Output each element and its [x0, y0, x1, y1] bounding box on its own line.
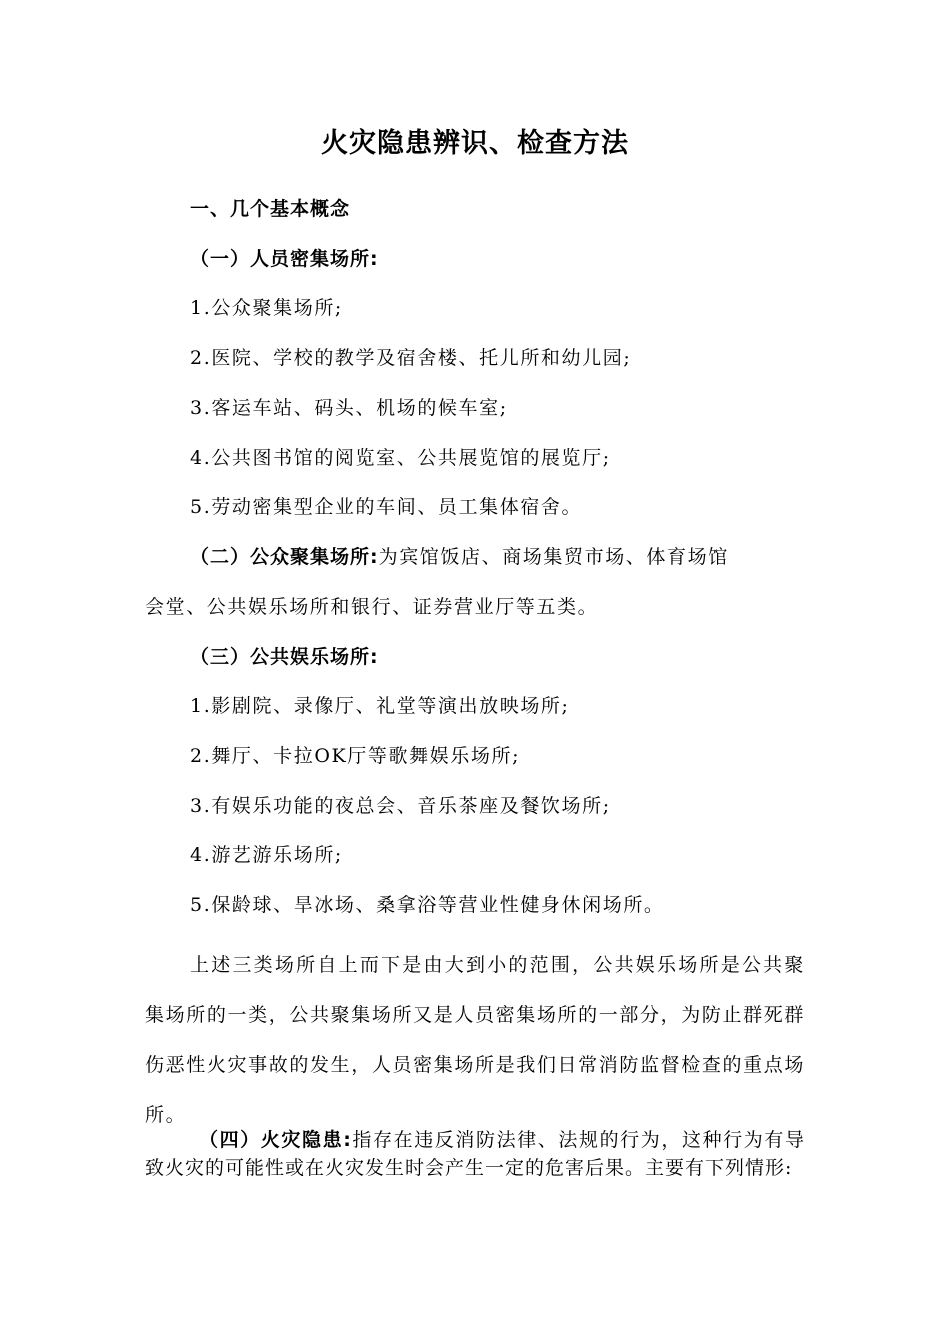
list-item: 3.客运车站、码头、机场的候车室;	[190, 397, 508, 419]
list-item: 2.医院、学校的教学及宿舍楼、托儿所和幼儿园;	[190, 347, 632, 369]
subsection-heading-crowded: （一）人员密集场所:	[190, 248, 379, 270]
subsection-heading-hazard: （四）火灾隐患:	[199, 1129, 352, 1151]
section-heading: 一、几个基本概念	[190, 198, 351, 220]
hazard-paragraph	[145, 1126, 805, 1182]
list-item: 3.有娱乐功能的夜总会、音乐茶座及餐饮场所;	[190, 795, 611, 817]
public-gathering-text-continued: 会堂、公共娱乐场所和银行、证券营业厅等五类。	[145, 596, 599, 618]
list-item: 5.保龄球、旱冰场、桑拿浴等营业性健身休闲场所。	[190, 894, 665, 916]
public-gathering-text: 为宾馆饭店、商场集贸市场、体育场馆	[378, 546, 729, 568]
document-title: 火灾隐患辨识、检查方法	[321, 128, 629, 159]
summary-paragraph: 上述三类场所自上而下是由大到小的范围，公共娱乐场所是公共聚集场所的一类，公共聚集场所又是人员密集场所的一部分，为防止群死群伤恶性火灾事故的发生，人员密集场所是我们日常消防监督检查的重点场所。	[145, 954, 805, 1126]
list-item: 4.游艺游乐场所;	[190, 844, 343, 866]
public-gathering-paragraph	[190, 542, 729, 572]
subsection-heading-public: （二）公众聚集场所:	[190, 546, 379, 568]
list-item: 2.舞厅、卡拉OK厅等歌舞娱乐场所;	[190, 745, 521, 767]
list-item: 4.公共图书馆的阅览室、公共展览馆的展览厅;	[190, 447, 611, 469]
list-item: 1.公众聚集场所;	[190, 297, 343, 319]
subsection-heading-entertainment: （三）公共娱乐场所:	[190, 646, 379, 668]
hazard-text: 指存在违反消防法律、法规的行为，这种行为有导致火灾的可能性或在火灾发生时会产生一定的危害后果。主要有下列情形:	[145, 1129, 805, 1179]
list-item: 1.影剧院、录像厅、礼堂等演出放映场所;	[190, 695, 570, 717]
list-item: 5.劳动密集型企业的车间、员工集体宿舍。	[190, 496, 583, 518]
